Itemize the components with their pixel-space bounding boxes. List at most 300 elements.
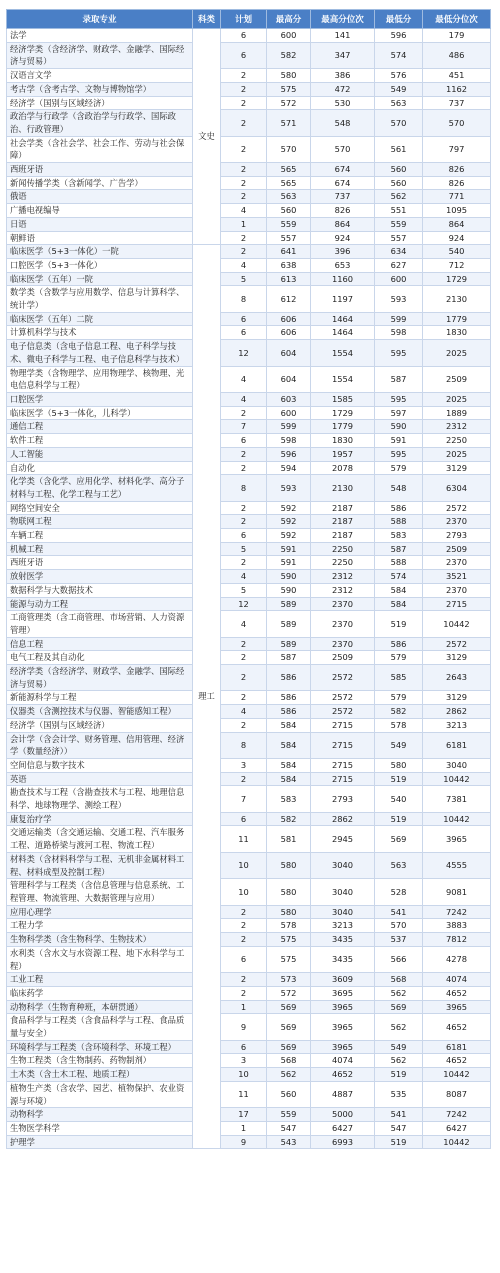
table-row — [7, 286, 491, 312]
min-score-rank: 9081 — [423, 879, 491, 905]
table-row — [7, 136, 491, 162]
max-score-rank: 826 — [311, 204, 375, 218]
min-score: 598 — [375, 326, 423, 340]
min-score-rank: 2312 — [423, 420, 491, 434]
min-score: 579 — [375, 461, 423, 475]
min-score: 569 — [375, 826, 423, 852]
max-score-rank: 2250 — [311, 556, 375, 570]
major-name: 临床药学 — [7, 986, 193, 1000]
max-score-rank: 3435 — [311, 946, 375, 972]
major-name: 西班牙语 — [7, 556, 193, 570]
min-score-rank: 3040 — [423, 758, 491, 772]
major-name: 工商管理类（含工商管理、市场营销、人力资源管理） — [7, 611, 193, 637]
min-score-rank: 6304 — [423, 475, 491, 501]
major-name: 经济学（国别与区域经济） — [7, 96, 193, 110]
max-score: 569 — [267, 1014, 311, 1040]
max-score: 641 — [267, 245, 311, 259]
max-score-rank: 2572 — [311, 705, 375, 719]
table-row — [7, 312, 491, 326]
major-name: 动物科学（生物育种班，本研贯通） — [7, 1000, 193, 1014]
major-name: 口腔医学（5+3一体化） — [7, 258, 193, 272]
plan-count: 6 — [221, 312, 267, 326]
min-score-rank: 2370 — [423, 515, 491, 529]
min-score-rank: 2862 — [423, 705, 491, 719]
table-row — [7, 691, 491, 705]
min-score: 549 — [375, 82, 423, 96]
min-score-rank: 179 — [423, 29, 491, 43]
table-body — [7, 29, 491, 1149]
table-row — [7, 826, 491, 852]
plan-count: 11 — [221, 826, 267, 852]
plan-count: 2 — [221, 461, 267, 475]
plan-count: 2 — [221, 637, 267, 651]
max-score-rank: 3965 — [311, 1014, 375, 1040]
header-major: 录取专业 — [7, 10, 193, 29]
max-score-rank: 1554 — [311, 366, 375, 392]
table-row — [7, 1014, 491, 1040]
table-row — [7, 583, 491, 597]
max-score-rank: 2187 — [311, 501, 375, 515]
max-score-rank: 2130 — [311, 475, 375, 501]
plan-count: 4 — [221, 392, 267, 406]
major-name: 考古学（含考古学、文物与博物馆学） — [7, 82, 193, 96]
min-score-rank: 6427 — [423, 1121, 491, 1135]
table-row — [7, 933, 491, 947]
plan-count: 4 — [221, 258, 267, 272]
major-name: 软件工程 — [7, 434, 193, 448]
major-name: 经济学类（含经济学、财政学、金融学、国际经济与贸易） — [7, 665, 193, 691]
major-name: 仪器类（含测控技术与仪器、智能感知工程） — [7, 705, 193, 719]
min-score-rank: 2370 — [423, 583, 491, 597]
min-score: 557 — [375, 231, 423, 245]
plan-count: 17 — [221, 1108, 267, 1122]
min-score: 528 — [375, 879, 423, 905]
plan-count: 2 — [221, 651, 267, 665]
min-score-rank: 797 — [423, 136, 491, 162]
max-score-rank: 4887 — [311, 1081, 375, 1107]
table-row — [7, 1135, 491, 1149]
major-name: 数学类（含数学与应用数学、信息与计算科学、统计学） — [7, 286, 193, 312]
table-row — [7, 96, 491, 110]
min-score: 578 — [375, 718, 423, 732]
min-score: 583 — [375, 529, 423, 543]
table-row — [7, 176, 491, 190]
max-score: 569 — [267, 1040, 311, 1054]
max-score-rank: 4074 — [311, 1054, 375, 1068]
major-name: 计算机科学与技术 — [7, 326, 193, 340]
max-score-rank: 653 — [311, 258, 375, 272]
max-score: 590 — [267, 570, 311, 584]
min-score: 590 — [375, 420, 423, 434]
major-name: 日语 — [7, 217, 193, 231]
max-score: 596 — [267, 447, 311, 461]
major-name: 临床医学（5+3一体化，儿科学） — [7, 406, 193, 420]
max-score-rank: 3609 — [311, 973, 375, 987]
max-score-rank: 2715 — [311, 758, 375, 772]
plan-count: 4 — [221, 705, 267, 719]
min-score-rank: 1779 — [423, 312, 491, 326]
min-score: 580 — [375, 758, 423, 772]
max-score-rank: 2715 — [311, 718, 375, 732]
table-row — [7, 852, 491, 878]
major-name: 生物科学类（含生物科学、生物技术） — [7, 933, 193, 947]
header-max-score: 最高分 — [267, 10, 311, 29]
max-score-rank: 5000 — [311, 1108, 375, 1122]
min-score: 596 — [375, 29, 423, 43]
max-score: 562 — [267, 1068, 311, 1082]
table-row — [7, 406, 491, 420]
plan-count: 4 — [221, 570, 267, 584]
major-name: 政治学与行政学（含政治学与行政学、国际政治、行政管理） — [7, 110, 193, 136]
major-name: 化学类（含化学、应用化学、材料化学、高分子材料与工程、化学工程与工艺） — [7, 475, 193, 501]
major-name: 材料类（含材料科学与工程、无机非金属材料工程、材料成型及控制工程） — [7, 852, 193, 878]
min-score-rank: 7381 — [423, 786, 491, 812]
min-score-rank: 1162 — [423, 82, 491, 96]
major-name: 机械工程 — [7, 542, 193, 556]
max-score-rank: 2250 — [311, 542, 375, 556]
major-name: 物理学类（含物理学、应用物理学、核物理、光电信息科学与工程） — [7, 366, 193, 392]
max-score-rank: 2187 — [311, 529, 375, 543]
min-score-rank: 8087 — [423, 1081, 491, 1107]
max-score-rank: 1957 — [311, 447, 375, 461]
major-name: 电气工程及其自动化 — [7, 651, 193, 665]
table-row — [7, 1108, 491, 1122]
table-row — [7, 1054, 491, 1068]
min-score: 576 — [375, 69, 423, 83]
min-score: 562 — [375, 190, 423, 204]
max-score: 591 — [267, 556, 311, 570]
min-score: 597 — [375, 406, 423, 420]
max-score-rank: 6993 — [311, 1135, 375, 1149]
min-score: 570 — [375, 110, 423, 136]
plan-count: 2 — [221, 556, 267, 570]
max-score-rank: 3040 — [311, 905, 375, 919]
table-row — [7, 110, 491, 136]
max-score-rank: 2572 — [311, 691, 375, 705]
max-score-rank: 1729 — [311, 406, 375, 420]
min-score-rank: 2250 — [423, 434, 491, 448]
min-score-rank: 4278 — [423, 946, 491, 972]
min-score-rank: 3965 — [423, 826, 491, 852]
max-score: 575 — [267, 933, 311, 947]
min-score-rank: 3129 — [423, 461, 491, 475]
major-name: 数据科学与大数据技术 — [7, 583, 193, 597]
table-row — [7, 217, 491, 231]
plan-count: 12 — [221, 597, 267, 611]
major-name: 网络空间安全 — [7, 501, 193, 515]
plan-count: 1 — [221, 1000, 267, 1014]
max-score-rank: 347 — [311, 42, 375, 68]
max-score: 582 — [267, 812, 311, 826]
header-category: 科类 — [193, 10, 221, 29]
min-score-rank: 6181 — [423, 1040, 491, 1054]
max-score-rank: 396 — [311, 245, 375, 259]
table-row — [7, 665, 491, 691]
min-score: 582 — [375, 705, 423, 719]
table-row — [7, 420, 491, 434]
max-score-rank: 864 — [311, 217, 375, 231]
plan-count: 12 — [221, 340, 267, 366]
plan-count: 2 — [221, 665, 267, 691]
max-score-rank: 674 — [311, 163, 375, 177]
table-row — [7, 1040, 491, 1054]
major-name: 经济学（国别与区域经济） — [7, 718, 193, 732]
max-score: 563 — [267, 190, 311, 204]
plan-count: 3 — [221, 758, 267, 772]
table-row — [7, 1081, 491, 1107]
plan-count: 2 — [221, 772, 267, 786]
major-name: 工程力学 — [7, 919, 193, 933]
min-score-rank: 3129 — [423, 691, 491, 705]
plan-count: 2 — [221, 718, 267, 732]
max-score: 584 — [267, 772, 311, 786]
max-score-rank: 1779 — [311, 420, 375, 434]
plan-count: 6 — [221, 29, 267, 43]
min-score: 561 — [375, 136, 423, 162]
min-score-rank: 7242 — [423, 1108, 491, 1122]
plan-count: 6 — [221, 326, 267, 340]
min-score-rank: 2509 — [423, 542, 491, 556]
max-score: 543 — [267, 1135, 311, 1149]
table-row — [7, 786, 491, 812]
min-score-rank: 4652 — [423, 986, 491, 1000]
table-row — [7, 69, 491, 83]
table-row — [7, 475, 491, 501]
major-name: 交通运输类（含交通运输、交通工程、汽车服务工程、道路桥梁与渡河工程、物流工程） — [7, 826, 193, 852]
min-score: 519 — [375, 812, 423, 826]
plan-count: 10 — [221, 879, 267, 905]
admission-table — [6, 9, 491, 1149]
table-row — [7, 231, 491, 245]
major-name: 水利类（含水文与水资源工程、地下水科学与工程） — [7, 946, 193, 972]
max-score: 613 — [267, 272, 311, 286]
plan-count: 2 — [221, 919, 267, 933]
min-score: 562 — [375, 1054, 423, 1068]
table-row — [7, 986, 491, 1000]
max-score: 587 — [267, 651, 311, 665]
max-score: 560 — [267, 204, 311, 218]
max-score-rank: 570 — [311, 136, 375, 162]
plan-count: 11 — [221, 1081, 267, 1107]
max-score: 584 — [267, 758, 311, 772]
min-score-rank: 4074 — [423, 973, 491, 987]
max-score-rank: 3695 — [311, 986, 375, 1000]
major-name: 法学 — [7, 29, 193, 43]
max-score: 572 — [267, 986, 311, 1000]
min-score-rank: 3883 — [423, 919, 491, 933]
major-name: 电子信息类（含电子信息工程、电子科学与技术、微电子科学与工程、电子信息科学与技术） — [7, 340, 193, 366]
table-row — [7, 611, 491, 637]
table-row — [7, 879, 491, 905]
table-row — [7, 542, 491, 556]
max-score: 586 — [267, 665, 311, 691]
max-score: 570 — [267, 136, 311, 162]
min-score: 560 — [375, 176, 423, 190]
max-score: 594 — [267, 461, 311, 475]
max-score-rank: 3965 — [311, 1000, 375, 1014]
plan-count: 2 — [221, 231, 267, 245]
major-name: 经济学类（含经济学、财政学、金融学、国际经济与贸易） — [7, 42, 193, 68]
table-row — [7, 82, 491, 96]
plan-count: 5 — [221, 272, 267, 286]
plan-count: 2 — [221, 905, 267, 919]
plan-count: 6 — [221, 946, 267, 972]
table-row — [7, 1068, 491, 1082]
max-score-rank: 141 — [311, 29, 375, 43]
max-score-rank: 2715 — [311, 772, 375, 786]
max-score: 604 — [267, 366, 311, 392]
min-score-rank: 10442 — [423, 611, 491, 637]
max-score-rank: 2509 — [311, 651, 375, 665]
min-score-rank: 2715 — [423, 597, 491, 611]
major-name: 能源与动力工程 — [7, 597, 193, 611]
max-score: 603 — [267, 392, 311, 406]
table-row — [7, 392, 491, 406]
min-score: 595 — [375, 392, 423, 406]
plan-count: 8 — [221, 732, 267, 758]
min-score: 587 — [375, 366, 423, 392]
plan-count: 2 — [221, 691, 267, 705]
min-score: 547 — [375, 1121, 423, 1135]
max-score-rank: 924 — [311, 231, 375, 245]
min-score: 634 — [375, 245, 423, 259]
max-score: 580 — [267, 879, 311, 905]
max-score: 604 — [267, 340, 311, 366]
plan-count: 6 — [221, 434, 267, 448]
major-name: 社会学类（含社会学、社会工作、劳动与社会保障） — [7, 136, 193, 162]
table-row — [7, 758, 491, 772]
max-score-rank: 1160 — [311, 272, 375, 286]
header-min-score: 最低分 — [375, 10, 423, 29]
max-score: 589 — [267, 611, 311, 637]
max-score: 612 — [267, 286, 311, 312]
plan-count: 6 — [221, 1040, 267, 1054]
max-score: 569 — [267, 1000, 311, 1014]
max-score: 572 — [267, 96, 311, 110]
max-score-rank: 2078 — [311, 461, 375, 475]
min-score: 586 — [375, 637, 423, 651]
plan-count: 2 — [221, 245, 267, 259]
min-score: 579 — [375, 651, 423, 665]
plan-count: 2 — [221, 69, 267, 83]
max-score: 590 — [267, 583, 311, 597]
plan-count: 2 — [221, 515, 267, 529]
table-row — [7, 501, 491, 515]
major-name: 朝鲜语 — [7, 231, 193, 245]
min-score: 537 — [375, 933, 423, 947]
table-row — [7, 1121, 491, 1135]
max-score-rank: 4652 — [311, 1068, 375, 1082]
max-score-rank: 1830 — [311, 434, 375, 448]
min-score: 627 — [375, 258, 423, 272]
table-row — [7, 973, 491, 987]
table-row — [7, 556, 491, 570]
max-score-rank: 2715 — [311, 732, 375, 758]
plan-count: 2 — [221, 973, 267, 987]
min-score-rank: 712 — [423, 258, 491, 272]
max-score: 584 — [267, 732, 311, 758]
max-score: 583 — [267, 786, 311, 812]
min-score: 562 — [375, 986, 423, 1000]
min-score-rank: 2643 — [423, 665, 491, 691]
major-name: 广播电视编导 — [7, 204, 193, 218]
min-score: 595 — [375, 340, 423, 366]
plan-count: 2 — [221, 190, 267, 204]
min-score: 563 — [375, 96, 423, 110]
header-min-rank: 最低分位次 — [423, 10, 491, 29]
table-row — [7, 190, 491, 204]
max-score: 589 — [267, 597, 311, 611]
max-score-rank: 674 — [311, 176, 375, 190]
category-cell: 理工 — [193, 245, 221, 1149]
min-score-rank: 540 — [423, 245, 491, 259]
major-name: 物联网工程 — [7, 515, 193, 529]
table-row — [7, 366, 491, 392]
min-score-rank: 2025 — [423, 340, 491, 366]
min-score-rank: 4555 — [423, 852, 491, 878]
major-name: 环境科学与工程类（含环境科学、环境工程） — [7, 1040, 193, 1054]
max-score: 582 — [267, 42, 311, 68]
min-score-rank: 2572 — [423, 501, 491, 515]
max-score: 600 — [267, 406, 311, 420]
max-score-rank: 2312 — [311, 570, 375, 584]
table-row — [7, 570, 491, 584]
table-row — [7, 434, 491, 448]
major-name: 俄语 — [7, 190, 193, 204]
plan-count: 2 — [221, 136, 267, 162]
plan-count: 4 — [221, 204, 267, 218]
max-score-rank: 1197 — [311, 286, 375, 312]
max-score: 565 — [267, 163, 311, 177]
plan-count: 5 — [221, 542, 267, 556]
table-row — [7, 637, 491, 651]
major-name: 英语 — [7, 772, 193, 786]
max-score: 565 — [267, 176, 311, 190]
min-score: 562 — [375, 1014, 423, 1040]
min-score-rank: 4652 — [423, 1014, 491, 1040]
min-score: 586 — [375, 501, 423, 515]
table-row — [7, 163, 491, 177]
min-score: 588 — [375, 556, 423, 570]
major-name: 土木类（含土木工程、地质工程） — [7, 1068, 193, 1082]
major-name: 会计学（含会计学、财务管理、信用管理、经济学（数量经济）） — [7, 732, 193, 758]
table-row — [7, 204, 491, 218]
max-score-rank: 3965 — [311, 1040, 375, 1054]
table-row — [7, 772, 491, 786]
max-score: 580 — [267, 69, 311, 83]
min-score-rank: 7812 — [423, 933, 491, 947]
plan-count: 7 — [221, 786, 267, 812]
max-score-rank: 1585 — [311, 392, 375, 406]
category-cell: 文史 — [193, 29, 221, 245]
max-score: 606 — [267, 326, 311, 340]
min-score-rank: 6181 — [423, 732, 491, 758]
table-row — [7, 946, 491, 972]
min-score-rank: 2793 — [423, 529, 491, 543]
min-score-rank: 10442 — [423, 1135, 491, 1149]
major-name: 临床医学（五年）二院 — [7, 312, 193, 326]
min-score-rank: 2509 — [423, 366, 491, 392]
header-plan: 计划 — [221, 10, 267, 29]
major-name: 放射医学 — [7, 570, 193, 584]
min-score: 593 — [375, 286, 423, 312]
table-row — [7, 919, 491, 933]
major-name: 信息工程 — [7, 637, 193, 651]
min-score-rank: 10442 — [423, 772, 491, 786]
plan-count: 2 — [221, 163, 267, 177]
major-name: 西班牙语 — [7, 163, 193, 177]
plan-count: 6 — [221, 42, 267, 68]
